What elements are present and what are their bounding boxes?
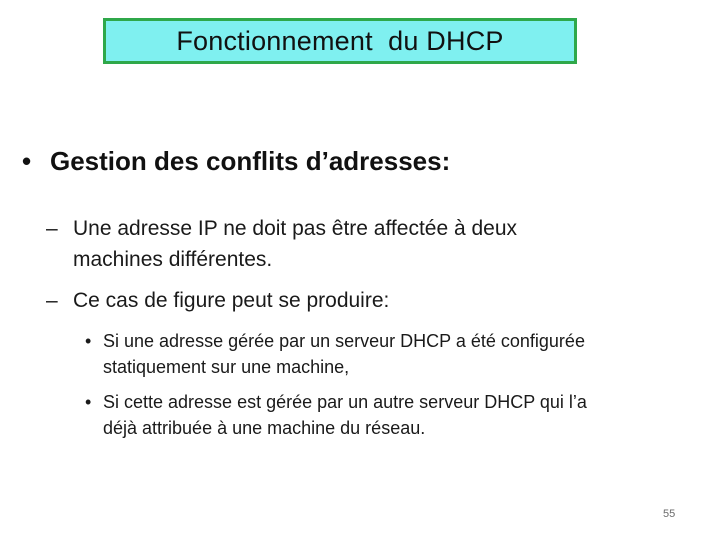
sub-sub-item-1-line1: Si une adresse gérée par un serveur DHCP a été configurée — [103, 331, 585, 351]
sub-sub-item-1-line2: statiquement sur une machine, — [103, 357, 350, 377]
sub-item-1-line2: machines différentes. — [73, 248, 273, 271]
slide-title: Fonctionnement du DHCP — [176, 25, 504, 56]
sub-sub-item-2-line1: Si cette adresse est gérée par un autre serveur DHCP qui l’a — [103, 392, 587, 412]
sub-item-1-line1: Une adresse IP ne doit pas être affectée à deux — [73, 217, 518, 240]
bullet-dot-icon: • — [22, 146, 32, 176]
bullet-dot-icon: • — [85, 392, 92, 412]
sub-sub-item-2 — [85, 389, 587, 441]
main-bullet — [22, 146, 450, 177]
sub-item-1 — [46, 213, 517, 275]
sub-item-2 — [46, 285, 389, 316]
page-number: 55 — [663, 508, 676, 520]
slide-title-box — [103, 18, 577, 64]
sub-item-2-line1: Ce cas de figure peut se produire: — [73, 289, 390, 312]
sub-sub-item-1 — [85, 328, 585, 380]
sub-sub-item-2-line2: déjà attribuée à une machine du réseau. — [103, 418, 426, 438]
main-bullet-text: Gestion des conflits d’adresses: — [50, 146, 451, 176]
dash-icon: – — [46, 217, 58, 240]
bullet-dot-icon: • — [85, 331, 92, 351]
dash-icon: – — [46, 289, 58, 312]
